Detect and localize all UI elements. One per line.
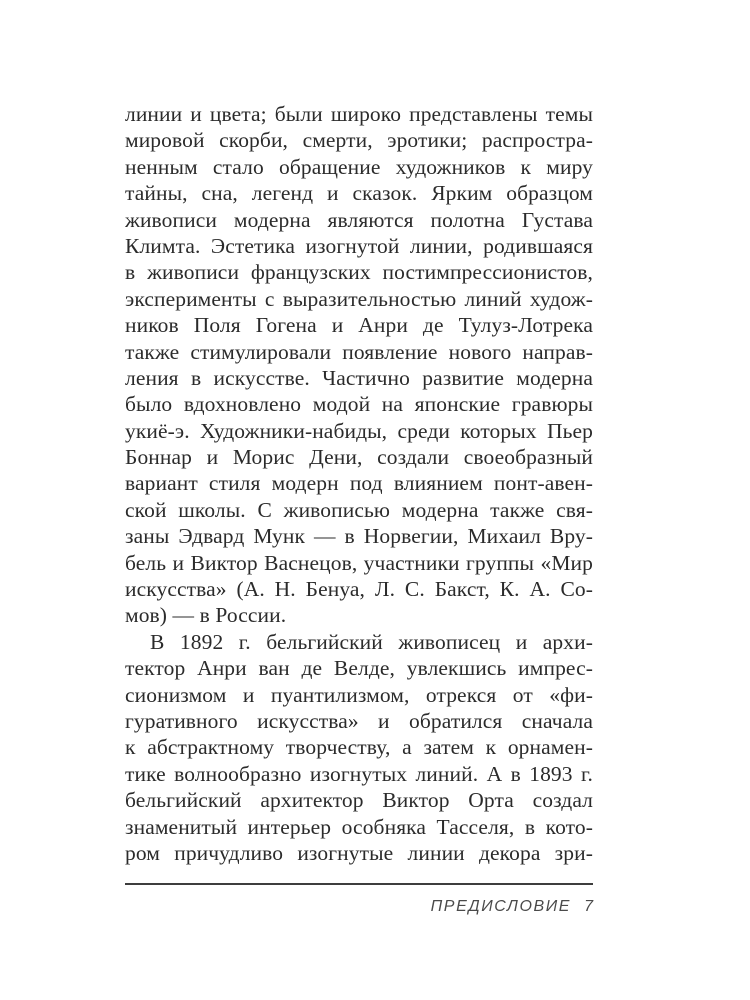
text-line: мов) — в России. bbox=[125, 603, 287, 628]
text-line: тике волнообразно изогнутых линий. А в 1893 г. bbox=[125, 761, 593, 786]
running-footer bbox=[125, 898, 593, 916]
text-line: укиё-э. Художники-набиды, среди которых Пьер bbox=[125, 418, 593, 443]
body-text bbox=[125, 101, 593, 866]
text-line: Боннар и Морис Дени, создали своеобразный bbox=[125, 445, 593, 470]
footer-divider bbox=[125, 883, 593, 885]
text-line: вариант стиля модерн под влиянием понт-авен- bbox=[125, 471, 593, 496]
text-line: к абстрактному творчеству, а затем к орнамен- bbox=[125, 735, 593, 760]
text-line: В 1892 г. бельгийский живописец и архи- bbox=[150, 629, 593, 654]
text-line: ром причудливо изогнутые линии декора зри- bbox=[125, 840, 593, 865]
text-line: линии и цвета; были широко представлены темы bbox=[125, 102, 593, 126]
text-line: ской школы. С живописью модерна также свя- bbox=[125, 497, 593, 522]
text-line: Климта. Эстетика изогнутой линии, родившаяся bbox=[125, 233, 593, 258]
page-number: 7 bbox=[584, 898, 593, 915]
text-line: живописи модерна являются полотна Густава bbox=[125, 207, 593, 232]
text-line: искусства» (А. Н. Бенуа, Л. С. Бакст, К. А. Со- bbox=[125, 577, 593, 602]
text-line: ления в искусстве. Частично развитие модерна bbox=[125, 365, 593, 390]
text-line: гуративного искусства» и обратился сначала bbox=[125, 708, 593, 733]
text-line: эксперименты с выразительностью линий худож- bbox=[125, 286, 593, 311]
text-line: ненным стало обращение художников к миру bbox=[125, 154, 593, 179]
text-line: бельгийский архитектор Виктор Орта создал bbox=[125, 788, 593, 813]
text-line: мировой скорби, смерти, эротики; распростра- bbox=[125, 128, 593, 153]
text-line: ников Поля Гогена и Анри де Тулуз-Лотрека bbox=[125, 313, 593, 338]
text-line: знаменитый интерьер особняка Тасселя, в кото- bbox=[125, 814, 593, 839]
text-line: заны Эдвард Мунк — в Норвегии, Михаил Вру- bbox=[125, 524, 593, 549]
text-line: было вдохновлено модой на японские гравюры bbox=[125, 392, 593, 417]
text-line: бель и Виктор Васнецов, участники группы «Мир bbox=[125, 550, 593, 575]
text-line: в живописи французских постимпрессионистов, bbox=[125, 260, 593, 285]
text-line: тайны, сна, легенд и сказок. Ярким образцом bbox=[125, 181, 593, 206]
text-line: тектор Анри ван де Велде, увлекшись импрес- bbox=[125, 656, 593, 681]
footer-section-label: ПРЕДИСЛОВИЕ bbox=[430, 898, 572, 915]
text-line: также стимулировали появление нового направ- bbox=[125, 339, 593, 364]
text-line: сионизмом и пуантилизмом, отрекся от «фи- bbox=[125, 682, 593, 707]
